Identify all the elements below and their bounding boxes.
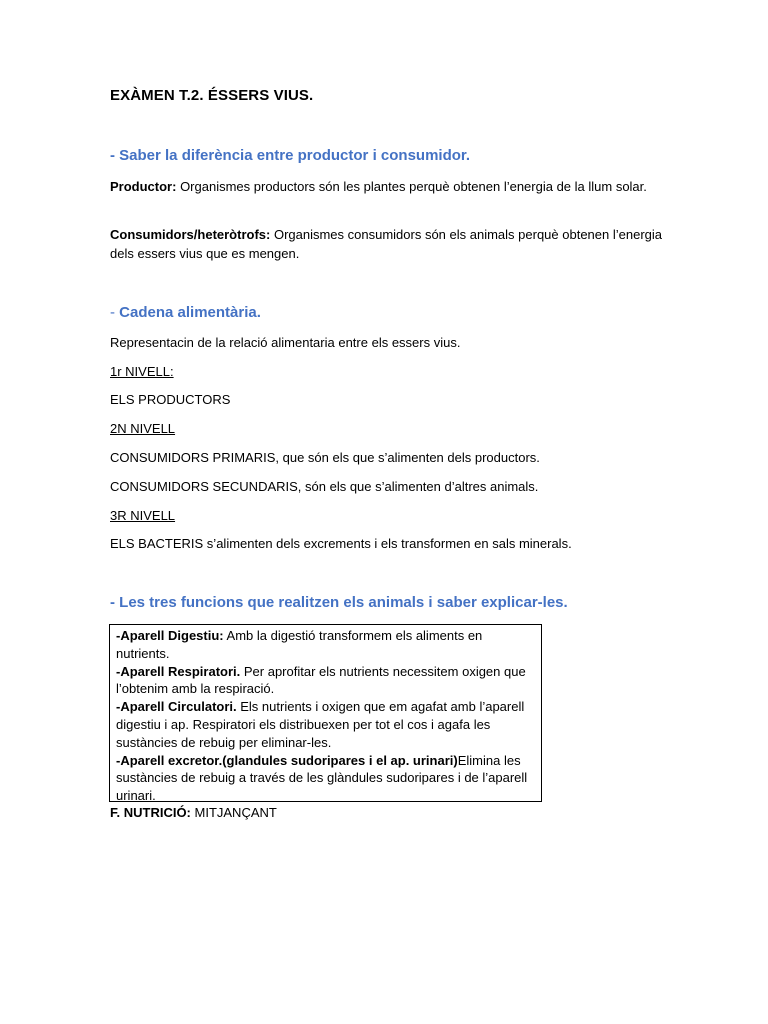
- consumidors-paragraph: [110, 225, 670, 263]
- box-item-excretor: [116, 752, 536, 805]
- productor-paragraph: [110, 177, 670, 196]
- heading-text: Cadena alimentària.: [119, 304, 261, 321]
- box-item-digestiu: [116, 627, 536, 663]
- section-heading-animal-functions: - Les tres funcions que realitzen els animals i saber explicar-les.: [110, 594, 568, 611]
- box-item-label: -Aparell Respiratori.: [116, 663, 241, 679]
- productor-label: Productor:: [110, 179, 177, 194]
- nutrition-line: [110, 804, 277, 822]
- level-2-text-primary: CONSUMIDORS PRIMARIS, que són els que s’alimenten dels productors.: [110, 450, 540, 465]
- heading-dash: -: [110, 304, 120, 321]
- consumidors-label: Consumidors/heteròtrofs:: [110, 227, 271, 242]
- box-item-respiratori: [116, 663, 536, 699]
- box-item-text: Els nutrients i oxigen que em agafat amb l’aparell digestiu i ap. Respiratori els distribuexen per tot el cos i agafa les sustàncies de rebuig per eliminar-les.: [116, 699, 525, 750]
- box-item-text: Elimina les sustàncies de rebuig a través de les glàndules sudoripares i de l’aparell urinari.: [116, 752, 528, 804]
- nutrition-text: MITJANÇANT: [190, 805, 277, 820]
- level-3-label: 3R NIVELL: [110, 508, 176, 523]
- section-heading-producer-consumer: - Saber la diferència entre productor i consumidor.: [110, 147, 471, 164]
- box-item-label: -Aparell Digestiu:: [116, 628, 224, 643]
- page-title: EXÀMEN T.2. ÉSSERS VIUS.: [110, 87, 314, 104]
- level-2-label: 2N NIVELL: [110, 421, 176, 436]
- nutrition-label: F. NUTRICIÓ:: [110, 805, 191, 820]
- section-heading-food-chain: [110, 304, 261, 321]
- box-item-text: Amb la digestió transformem els aliments en nutrients.: [116, 628, 483, 661]
- box-item-circulatori: [116, 698, 536, 751]
- box-item-label: -Aparell Circulatori.: [116, 699, 237, 715]
- food-chain-intro: Representacin de la relació alimentaria entre els essers vius.: [110, 335, 461, 350]
- level-2-text-secondary: CONSUMIDORS SECUNDARIS, són els que s’alimenten d’altres animals.: [110, 479, 539, 494]
- box-item-text: Per aprofitar els nutrients necessitem oxigen que l’obtenim amb la respiració.: [116, 663, 526, 697]
- box-item-label: -Aparell excretor.(glandules sudoripares i el ap. urinari): [116, 752, 458, 768]
- level-1-label: 1r NIVELL:: [110, 364, 174, 379]
- functions-box: [109, 624, 542, 802]
- level-3-text: ELS BACTERIS s’alimenten dels excrements i els transformen en sals minerals.: [110, 536, 572, 551]
- productor-text: Organismes productors són les plantes perquè obtenen l’energia de la llum solar.: [176, 179, 647, 194]
- consumidors-text: Organismes consumidors són els animals perquè obtenen l’energia dels essers vius que es mengen.: [110, 227, 663, 261]
- level-1-text: ELS PRODUCTORS: [110, 392, 231, 407]
